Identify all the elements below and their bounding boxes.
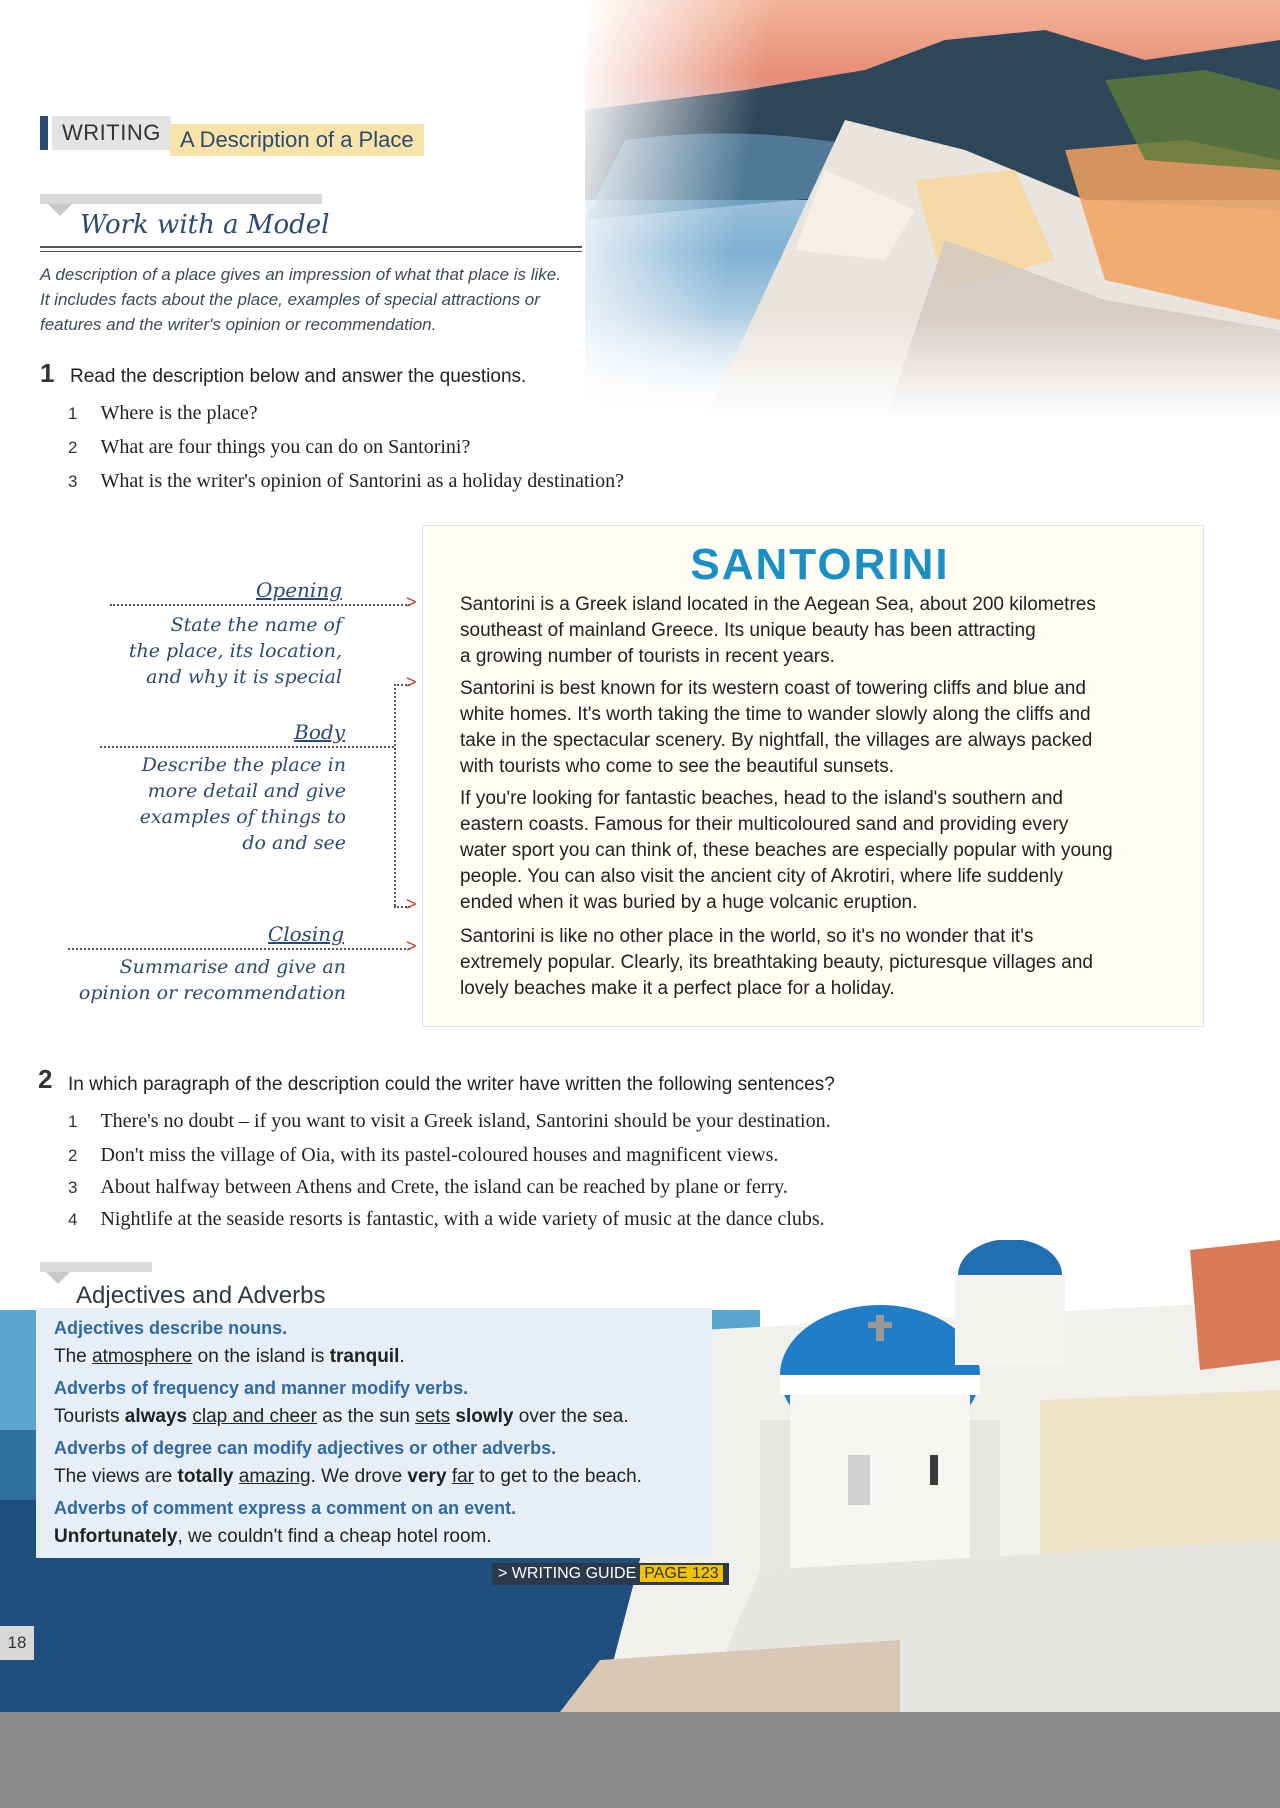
grammar-example: Tourists always clap and cheer as the sun sets slowly over the sea. [54,1406,629,1427]
article-line: eastern coasts. Famous for their multicoloured sand and providing every [460,814,1069,835]
grammar-tab-pointer [46,1272,70,1284]
model-description-line: features and the writer's opinion or recommendation. [40,315,437,334]
article-paragraph-4 [460,924,1160,1002]
exercise-2-sentence: 2 Don't miss the village of Oia, with its pastel-coloured houses and magnificent views. [68,1144,779,1166]
article-title: SANTORINI [690,540,950,589]
grammar-rule: Adjectives describe nouns. [54,1318,288,1338]
arrow-icon: > [406,592,417,612]
article-line: white homes. It's worth taking the time to wander slowly along the cliffs and [460,704,1091,725]
header-accent-bar [40,116,48,150]
body-leader-line [100,746,394,748]
arrow-icon: > [406,936,417,956]
article-line: southeast of mainland Greece. Its unique beauty has been attracting [460,620,1036,641]
annotation-closing-text: Summarise and give an opinion or recommendation [78,956,346,1004]
model-underline [40,246,582,248]
scanner-background [0,1712,1280,1808]
model-description-line: A description of a place gives an impression of what that place is like. [40,265,561,284]
article-line: lovely beaches make it a perfect place for a holiday. [460,978,895,999]
grammar-example: The atmosphere on the island is tranquil. [54,1346,405,1367]
article-line: with tourists who come to see the beautiful sunsets. [460,756,895,777]
annotation-opening-label: Opening [256,578,342,602]
model-description [40,262,600,337]
santorini-sunset-photo [585,0,1280,420]
article-paragraph-3 [460,786,1160,916]
exercise-1-number: 1 [40,358,55,388]
writing-guide-page: PAGE 123 [640,1565,722,1582]
article-line: people. You can also visit the ancient city of Akrotiri, where life suddenly [460,866,1064,887]
annotation-body-text: Describe the place in more detail and give examples of things to do and see [139,754,346,854]
chevron-right-icon: > [498,1565,508,1582]
exercise-1-question: 3 What is the writer's opinion of Santorini as a holiday destination? [68,470,624,492]
page-number: 18 [0,1626,34,1660]
article-line: ended when it was buried by a huge volcanic eruption. [460,892,918,913]
exercise-2-sentence: 1 There's no doubt – if you want to visit a Greek island, Santorini should be your destination. [68,1110,831,1132]
grammar-example: The views are totally amazing. We drove very far to get to the beach. [54,1466,642,1487]
exercise-2-number: 2 [38,1064,53,1094]
exercise-2-sentence: 4 Nightlife at the seaside resorts is fantastic, with a wide variety of music at the dance clubs. [68,1208,825,1230]
article-line: take in the spectacular scenery. By nightfall, the villages are always packed [460,730,1093,751]
exercise-1-instruction: Read the description below and answer the questions. [70,366,527,387]
section-title: A Description of a Place [170,124,424,156]
article-line: water sport you can think of, these beaches are especially popular with young [460,840,1113,861]
exercise-2-instruction: In which paragraph of the description could the writer have written the following sentences? [68,1074,835,1095]
model-heading: Work with a Model [80,210,330,240]
annotation-body-label: Body [294,720,345,744]
article-line: Santorini is a Greek island located in the Aegean Sea, about 200 kilometres [460,594,1096,615]
article-paragraph-2 [460,676,1160,780]
model-tab-pointer [48,204,72,216]
closing-leader-line [68,948,410,950]
grammar-example: Unfortunately, we couldn't find a cheap hotel room. [54,1526,492,1547]
section-label: WRITING [52,116,171,150]
grammar-rule: Adverbs of comment express a comment on an event. [54,1498,517,1518]
exercise-1-question: 1 Where is the place? [68,402,258,424]
grammar-title: Adjectives and Adverbs [76,1282,326,1309]
arrow-icon: > [406,894,417,914]
annotation-closing-label: Closing [267,922,344,946]
article-line: a growing number of tourists in recent years. [460,646,835,667]
body-bracket-line [394,684,396,906]
arrow-icon: > [406,672,417,692]
article-line: extremely popular. Clearly, its breathtaking beauty, picturesque villages and [460,952,1093,973]
article-line: If you're looking for fantastic beaches, head to the island's southern and [460,788,1063,809]
writing-guide-label: WRITING GUIDE [511,1565,637,1582]
article-line: Santorini is like no other place in the world, so it's no wonder that it's [460,926,1034,947]
grammar-rule: Adverbs of frequency and manner modify verbs. [54,1378,469,1398]
model-description-line: It includes facts about the place, examples of special attractions or [40,290,540,309]
article-paragraph-1 [460,592,1160,670]
opening-leader-line [110,604,410,606]
model-tab-bar [40,194,322,204]
exercise-2-sentence: 3 About halfway between Athens and Crete, the island can be reached by plane or ferry. [68,1176,788,1198]
writing-guide-link[interactable] [492,1563,729,1585]
model-underline-thin [40,251,582,252]
grammar-tab-bar [40,1262,152,1272]
annotation-opening-text: State the name of the place, its location, and why it is special [128,614,342,688]
article-line: Santorini is best known for its western coast of towering cliffs and blue and [460,678,1086,699]
exercise-1-question: 2 What are four things you can do on Santorini? [68,436,471,458]
grammar-rule: Adverbs of degree can modify adjectives or other adverbs. [54,1438,557,1458]
